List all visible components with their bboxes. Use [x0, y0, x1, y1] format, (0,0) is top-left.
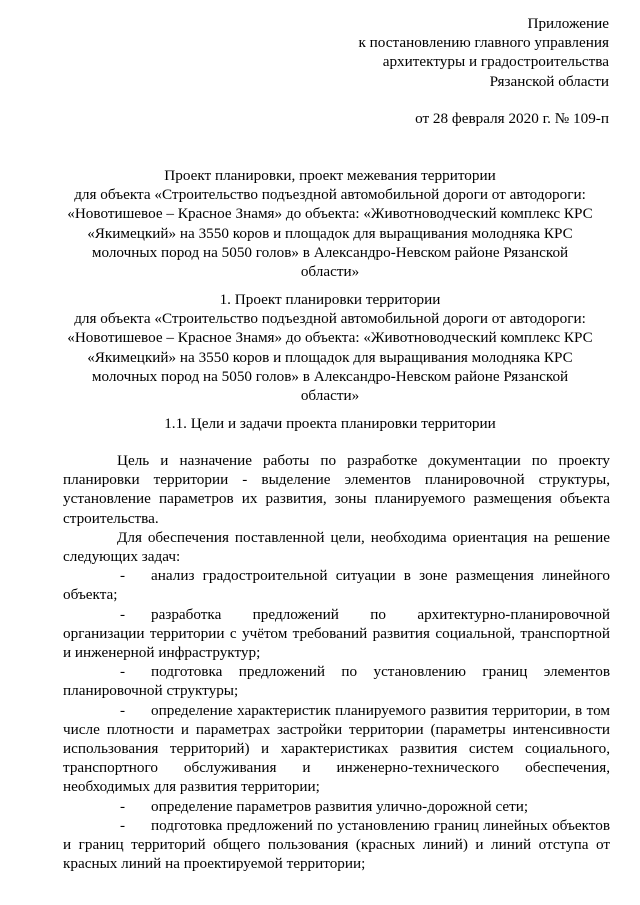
title-line: молочных пород на 5050 голов» в Александро-Невском районе Рязанской	[91, 243, 569, 261]
section-line: молочных пород на 5050 голов» в Александро-Невском районе Рязанской	[91, 367, 569, 385]
title-line: «Новотишевое – Красное Знамя» до объекта: «Животноводческий комплекс КРС	[67, 205, 593, 223]
list-item	[63, 797, 610, 816]
list-item	[63, 701, 610, 797]
title-line: Проект планировки, проект межевания территории	[164, 167, 496, 184]
appendix-line: архитектуры и градостроительства	[382, 53, 609, 71]
list-item	[63, 566, 610, 604]
list-dash: -	[120, 816, 126, 834]
list-item	[63, 605, 610, 663]
paragraph-tasks-intro: Для обеспечения поставленной цели, необходима ориентация на решение следующих задач:	[63, 528, 610, 566]
subsection-title: 1.1. Цели и задачи проекта планировки территории	[164, 415, 496, 432]
list-item-text: определение параметров развития улично-дорожной сети;	[151, 797, 529, 815]
document-title	[55, 166, 605, 281]
title-line: «Якимецкий» на 3550 коров и площадок для выращивания молодняка КРС	[87, 224, 573, 242]
section-heading	[55, 290, 605, 405]
list-item-text: подготовка предложений по установлению границ линейных объектов и границ территорий общего пользования (красных линий) и линий отступа от красных линий на проектируемой территории;	[63, 816, 610, 873]
section-line: для объекта «Строительство подъездной автомобильной дороги от автодороги:	[74, 310, 586, 328]
list-dash: -	[120, 663, 126, 681]
list-dash: -	[120, 701, 126, 719]
decree-date-number: от 28 февраля 2020 г. № 109-п	[415, 110, 609, 127]
list-dash: -	[120, 797, 126, 815]
list-item-text: анализ градостроительной ситуации в зоне размещения линейного объекта;	[63, 567, 610, 604]
appendix-line: к постановлению главного управления	[358, 34, 609, 52]
title-line: для объекта «Строительство подъездной автомобильной дороги от автодороги:	[74, 186, 586, 204]
list-dash: -	[120, 567, 126, 585]
section-line: «Якимецкий» на 3550 коров и площадок для выращивания молодняка КРС	[87, 348, 573, 366]
appendix-header	[359, 14, 610, 91]
list-item-text: разработка предложений по архитектурно-планировочной организации территории с учётом требований развития социальной, транспортной и инженерной инфраструктур;	[63, 605, 610, 662]
list-item	[63, 816, 610, 874]
list-item-text: определение характеристик планируемого развития территории, в том числе плотности и параметрах застройки территории (параметры интенсивности использования территорий) и характеристиках развития систем социального, транспортного обслуживания и инженерно-технического обеспечения, необходимых для развития территории;	[63, 701, 610, 796]
section-line: области»	[300, 387, 360, 405]
paragraph-goal: Цель и назначение работы по разработке документации по проекту планировки территории - выделение элементов планировочной структуры, установление параметров их развития, зоны планируемого размещения объекта строительства.	[63, 452, 610, 527]
section-line: «Новотишевое – Красное Знамя» до объекта: «Животноводческий комплекс КРС	[67, 329, 593, 347]
list-dash: -	[120, 605, 126, 623]
list-item-text: подготовка предложений по установлению границ элементов планировочной структуры;	[63, 663, 610, 700]
subsection-heading	[55, 414, 605, 433]
body-text	[63, 451, 610, 873]
list-item	[63, 662, 610, 700]
appendix-line: Приложение	[527, 15, 609, 32]
appendix-line: Рязанской области	[489, 72, 609, 90]
section-line: 1. Проект планировки территории	[219, 291, 441, 308]
title-line: области»	[300, 263, 360, 281]
